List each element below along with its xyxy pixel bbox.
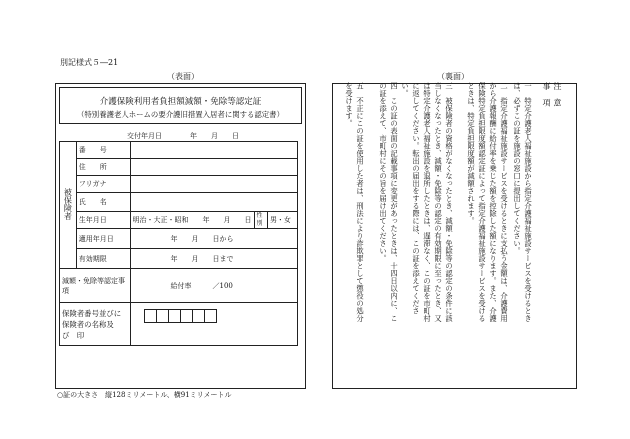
address-label: 住 所 (76, 159, 130, 176)
front-label: （表面） (167, 72, 199, 81)
name-label: 氏 名 (76, 193, 130, 212)
card-title: 介護保険利用者負担額減額・免除等認定証 (99, 97, 262, 107)
insured-label-cell (60, 142, 77, 269)
valid-value: 年 月 日まで (130, 249, 297, 269)
note-4: 四 この証の表面の記載事項に変更があったときは、十四日以内に、この証を添えて、市町村にその旨を届け出てください。 (379, 82, 399, 322)
number-value (130, 142, 297, 159)
title-box (59, 87, 302, 124)
dob-value: 明治・大正・昭和 年 月 日 (130, 212, 254, 229)
furigana-value (130, 176, 297, 193)
notes-title: 注 意 事 項 (542, 82, 562, 115)
sex-label: 性別 (254, 212, 267, 229)
insurer-value (130, 303, 297, 346)
number-label: 番 号 (76, 142, 130, 159)
note-3: 三 被保険者の資格がなくなったとき、減額・免除等の認定の条件に該当しなくなったとき、減額・免除等の認定の有効期限に至ったとき、又は特定介護老人福祉施設を退所したときは、遅滞なく、この証を市町村に返してください。転出の届出をする際には、この証を添えてください。 (401, 82, 454, 322)
note-1: 一 特定介護老人福祉施設から指定介護福祉施設サービスを受けるときは、必ずこの証を施設の窓口に提出してください。 (513, 82, 533, 322)
dob-label: 生年月日 (76, 212, 130, 229)
applied-value: 年 月 日から (130, 229, 297, 249)
form-table (59, 141, 298, 346)
insurer-label: 保険者番号並びに保険者の名称及 び 印 (60, 303, 131, 346)
note-5: 五 不正にこの証を使用した者は、刑法により詐欺罪として懲役の処分を受けます。 (345, 82, 365, 322)
insurer-number-boxes (145, 309, 295, 325)
reduction-label: 減額・免除等認定事 項 (60, 269, 131, 303)
furigana-label: フリガナ (76, 176, 130, 193)
benefit-rate: 給付率 ／100 (130, 269, 297, 303)
valid-label: 有効期限 (76, 249, 130, 269)
name-value (130, 193, 297, 212)
insured-label: 被保険者 (63, 188, 73, 220)
form-id: 別記様式５―21 (60, 58, 119, 67)
sex-value: 男・女 (267, 212, 297, 229)
digit-box (204, 309, 217, 323)
back-label: （裏面） (437, 72, 469, 81)
card-subtitle: （特別養護老人ホームの要介護旧措置入居者に関する認定書） (77, 110, 284, 119)
address-value (130, 159, 297, 176)
issue-date: 交付年月日 年 月 日 (127, 132, 239, 140)
applied-label: 適用年月日 (76, 229, 130, 249)
card-size-note: ○証の大きさ 縦128ミリメートル、横91ミリメートル (57, 391, 232, 399)
note-2: 二 指定介護福祉施設サービスを受けるときに支払う金額は、介護費用から介護報酬に給付率を乗じた額を控除した額になります。また、介護保険特定負担限度額認定証によって指定介護福祉施設サービスを受けるときは、特定負担限度額が減額されます。 (467, 82, 509, 322)
